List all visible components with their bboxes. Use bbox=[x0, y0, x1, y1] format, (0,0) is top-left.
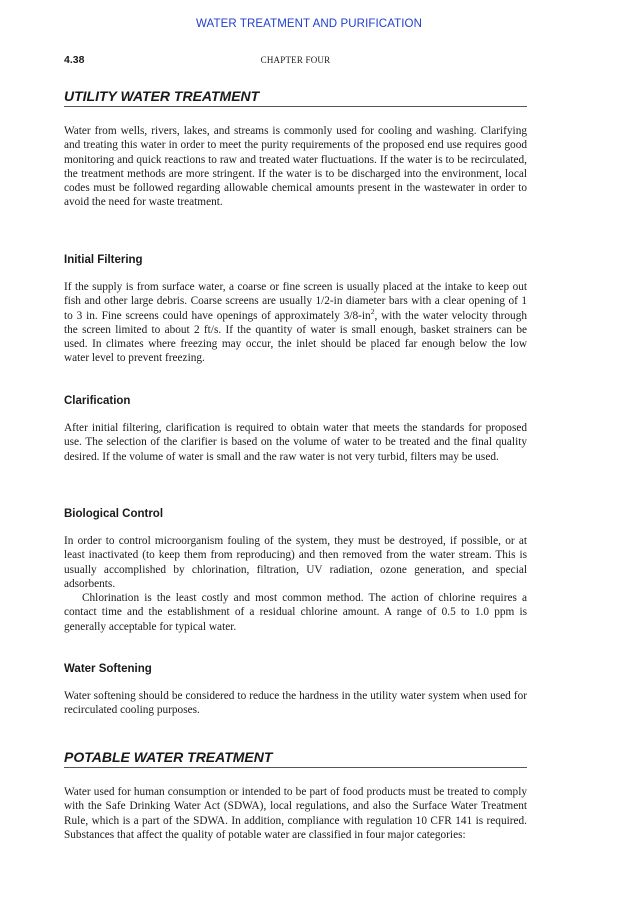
running-head: WATER TREATMENT AND PURIFICATION bbox=[196, 18, 422, 30]
page-header bbox=[64, 54, 527, 68]
subheading-clarification: Clarification bbox=[64, 395, 131, 407]
paragraph-initial-filtering bbox=[64, 280, 527, 366]
subheading-initial-filtering: Initial Filtering bbox=[64, 254, 143, 266]
section-heading-utility: UTILITY WATER TREATMENT bbox=[64, 88, 527, 107]
chapter-label: CHAPTER FOUR bbox=[260, 55, 331, 65]
subheading-water-softening: Water Softening bbox=[64, 663, 152, 675]
subheading-biological-control: Biological Control bbox=[64, 508, 164, 520]
paragraph-biological-control-2: Chlorination is the least costly and most common method. The action of chlorine requires a contact time and the establishment of a residual chlorine amount. A range of 0.5 to 1.0 ppm is generally acceptable for typical water. bbox=[64, 592, 527, 633]
initial-filtering-text-a: If the supply is from surface water, a coarse or fine screen is usually placed at the intake to keep out fish and other large debris. Coarse screens are usually 1/2-in diameter bars with a clear opening of 1 to 3 in. Fine screens could have openings of approximately 3/8-in bbox=[64, 281, 527, 322]
superscript-two: 2 bbox=[370, 306, 375, 316]
paragraph-biological-control-1: In order to control microorganism fouling of the system, they must be destroyed, if possible, or at least inactivated (to keep them from reproducing) and then removed from the water stream. This is usually accomplished by chlorination, filtration, UV radiation, ozone generation, and special adsorbents. bbox=[64, 535, 527, 590]
initial-filtering-text-b: , with the water velocity through the screen limited to about 2 ft/s. If the quantity of water is small enough, basket strainers can be used. In climates where freezing may occur, the inlet should be placed far enough below the low water level to prevent freezing. bbox=[64, 309, 527, 365]
section-heading-potable: POTABLE WATER TREATMENT bbox=[64, 749, 527, 768]
paragraph-clarification: After initial filtering, clarification is required to obtain water that meets the standards for proposed use. The selection of the clarifier is based on the volume of water to be treated and the final quality desired. If the volume of water is small and the raw water is not very turbid, filters may be used. bbox=[64, 422, 527, 463]
page-number: 4.38 bbox=[64, 54, 85, 66]
paragraph-utility-intro: Water from wells, rivers, lakes, and streams is commonly used for cooling and washing. Clarifying and treating this water in order to meet the purity requirements of the proposed end use requires good monitoring and quick reactions to raw and treated water fluctuations. If the water is to be recirculated, the treatment methods are more stringent. If the water is to be discharged into the environment, local codes must be followed regarding allowable chemical amounts present in the wastewater in order to avoid the need for waste treatment. bbox=[64, 125, 527, 209]
paragraph-water-softening: Water softening should be considered to reduce the hardness in the utility water system when used for recirculated cooling purposes. bbox=[64, 690, 527, 717]
paragraph-potable: Water used for human consumption or intended to be part of food products must be treated to comply with the Safe Drinking Water Act (SDWA), local regulations, and also the Surface Water Treatment Rule, which is a part of the SDWA. In addition, compliance with regulation 10 CFR 141 is required. Substances that affect the quality of potable water are classified in four major categories: bbox=[64, 786, 527, 841]
